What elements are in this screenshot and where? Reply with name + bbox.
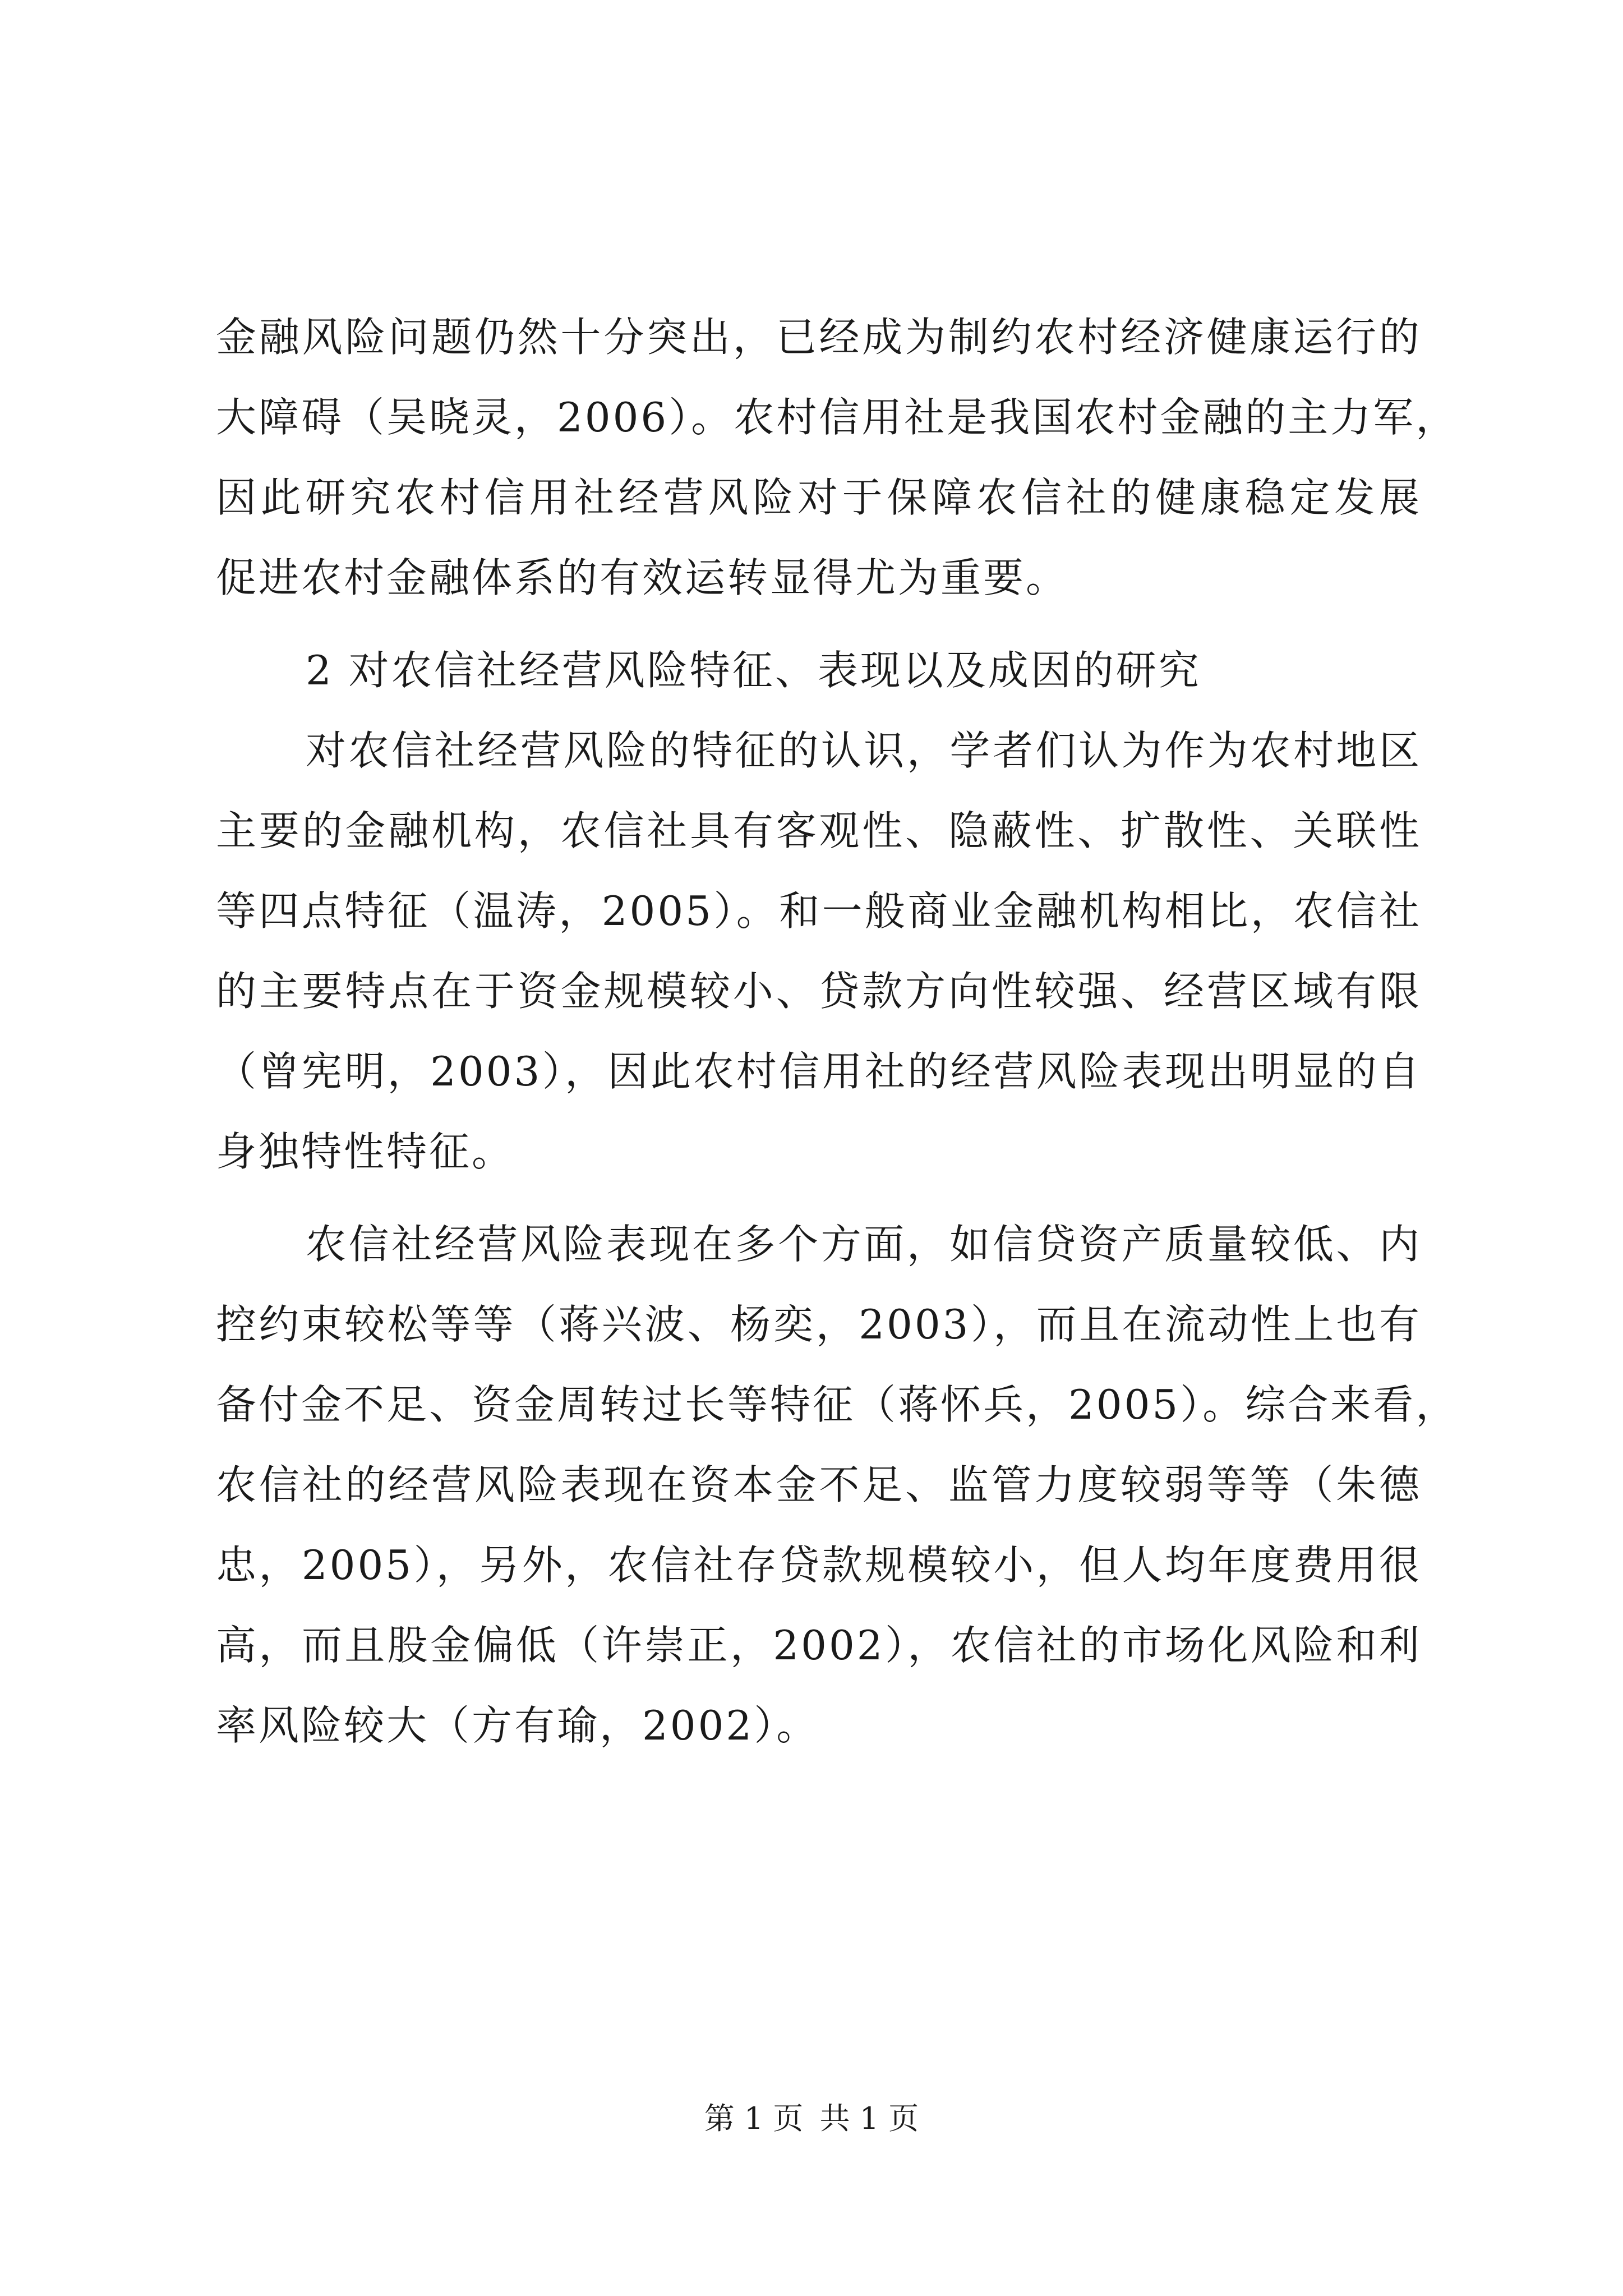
text-line: 农信社的经营风险表现在资本金不足、监管力度较弱等等（朱德 [216, 1461, 1422, 1508]
text-line: 大障碍（吴晓灵，2006）。农村信用社是我国农村金融的主力军， [216, 394, 1459, 441]
page-number: 第 1 页 [704, 2101, 804, 2136]
text-line: 身独特性特征。 [216, 1128, 515, 1175]
text-line: 农信社经营风险表现在多个方面，如信贷资产质量较低、内 [306, 1221, 1422, 1268]
paragraph [216, 711, 1422, 1192]
text-line: 主要的金融机构，农信社具有客观性、隐蔽性、扩散性、关联性 [216, 807, 1422, 854]
text-line: 备付金不足、资金周转过长等特征（蒋怀兵，2005）。综合来看， [216, 1381, 1459, 1428]
text-line: 控约束较松等等（蒋兴波、杨奕，2003），而且在流动性上也有 [216, 1301, 1422, 1348]
section-heading: 2 对农信社经营风险特征、表现以及成因的研究 [306, 647, 1201, 694]
document-body [216, 297, 1459, 1766]
text-line: 金融风险问题仍然十分突出，已经成为制约农村经济健康运行的 [216, 314, 1422, 361]
text-line: 高，而且股金偏低（许崇正，2002），农信社的市场化风险和利 [216, 1622, 1422, 1669]
page-total: 共 1 页 [819, 2101, 919, 2136]
text-line: 等四点特征（温涛，2005）。和一般商业金融机构相比，农信社 [216, 887, 1422, 935]
text-line: （曾宪明，2003），因此农村信用社的经营风险表现出明显的自 [216, 1048, 1422, 1095]
page-footer [0, 2099, 1623, 2138]
text-line: 促进农村金融体系的有效运转显得尤为重要。 [216, 554, 1069, 601]
text-line: 因此研究农村信用社经营风险对于保障农信社的健康稳定发展 [216, 474, 1422, 521]
text-line: 忠，2005），另外，农信社存贷款规模较小，但人均年度费用很 [216, 1542, 1422, 1589]
text-line: 率风险较大（方有瑜，2002）。 [216, 1702, 819, 1749]
paragraph [216, 297, 1459, 618]
text-line: 对农信社经营风险的特征的认识，学者们认为作为农村地区 [306, 727, 1422, 774]
paragraph [216, 1204, 1459, 1766]
text-line: 的主要特点在于资金规模较小、贷款方向性较强、经营区域有限 [216, 968, 1422, 1015]
